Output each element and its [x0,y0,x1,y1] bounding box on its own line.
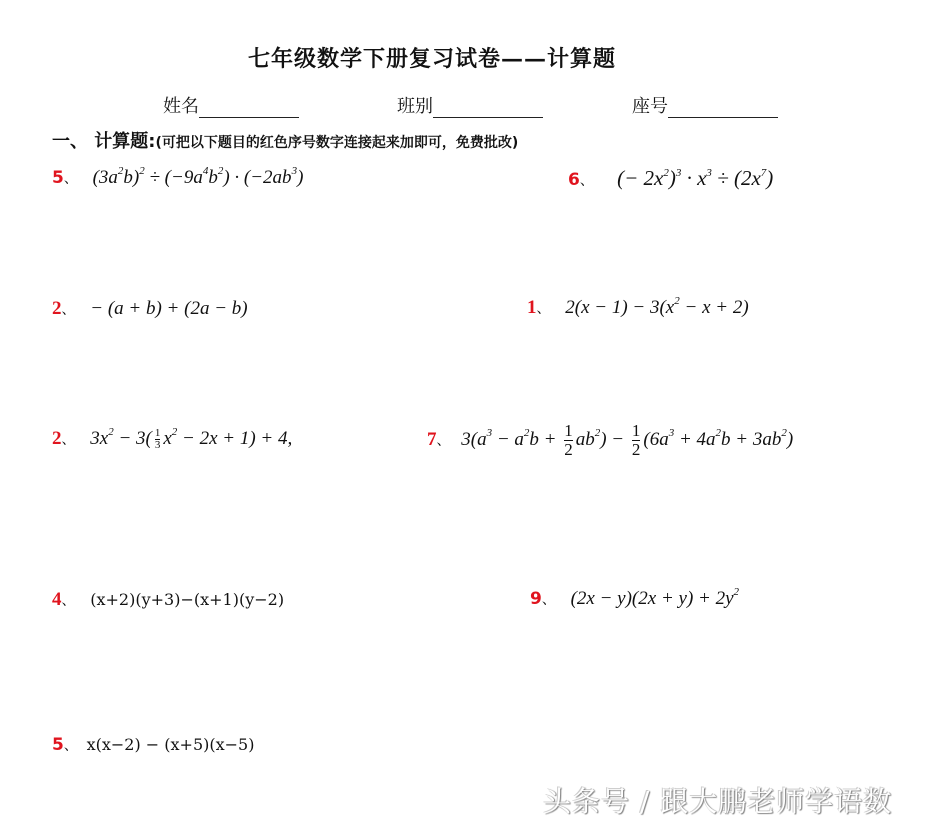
problem-expression: $(2x - y)(2x + y) + 2y^2$ [570,586,740,609]
separator: 、 [579,173,594,189]
section-note: (可把以下题目的红色序号数字连接起来加即可，免费批改) [155,135,519,151]
problem-expression: $3x^2 - 3$( $\frac{1}{3}$ $x^2 - 2x + 1) + 4$, [90,426,293,452]
problem-expression: x(x−2) − (x+5)(x−5) [86,735,255,754]
problem-item [52,734,254,756]
problem-expression: $3(a^3 - a^2b$ + $\frac{1}{2}$ $ab^2$) − $\frac{1}{2}$ $(6a^3 + 4a^2b + 3ab^2)$ [461,421,794,459]
seat-blank [668,99,778,118]
section-heading [52,127,518,153]
class-label: 班别 [397,96,433,117]
problem-expression: − (a + b) + (2a − b) [90,298,248,319]
problem-item [52,298,248,320]
class-field [397,92,543,118]
problem-number: 5 [52,735,64,755]
problem-number: 6 [568,170,580,190]
problem-item [568,166,773,191]
problem-item [52,167,303,189]
name-label: 姓名 [163,96,199,117]
separator: 、 [436,432,451,449]
name-field [163,92,299,118]
seat-field [632,92,778,118]
problem-item [527,297,749,319]
problem-number: 2 [52,428,62,449]
problem-expression: (− $2x^2)^3 \cdot x^3 \div (2x^7)$ [617,166,774,190]
problem-expression: (x+2)(y+3)−(x+1)(y−2) [90,590,285,609]
problem-number: 5 [52,168,64,188]
separator: 、 [61,593,76,609]
problem-number: 7 [427,428,437,450]
seat-label: 座号 [632,96,668,117]
section-title: 一、 计算题: [52,131,156,152]
problem-number: 2 [52,298,62,319]
problem-item [427,422,793,459]
separator: 、 [61,432,76,448]
separator: 、 [541,592,556,608]
problem-expression: $2(x - 1) - 3(x^2 - x + 2)$ [565,295,749,318]
problem-item [52,589,284,611]
separator: 、 [536,301,551,317]
page-title: 七年级数学下册复习试卷——计算题 [248,46,617,72]
separator: 、 [61,302,76,318]
problem-number: 4 [52,589,62,610]
name-blank [199,99,299,118]
class-blank [433,99,543,118]
problem-number: 1 [527,297,537,318]
separator: 、 [63,738,78,754]
separator: 、 [63,171,78,187]
watermark: 头条号 / 跟大鹏老师学语数 [543,785,893,818]
problem-number: 9 [530,589,542,609]
problem-item [530,588,739,610]
problem-item [52,428,292,451]
problem-expression: $(3a^2b)^2 \div (-9a^4b^2) \cdot (-2ab^3)$ [92,165,304,188]
